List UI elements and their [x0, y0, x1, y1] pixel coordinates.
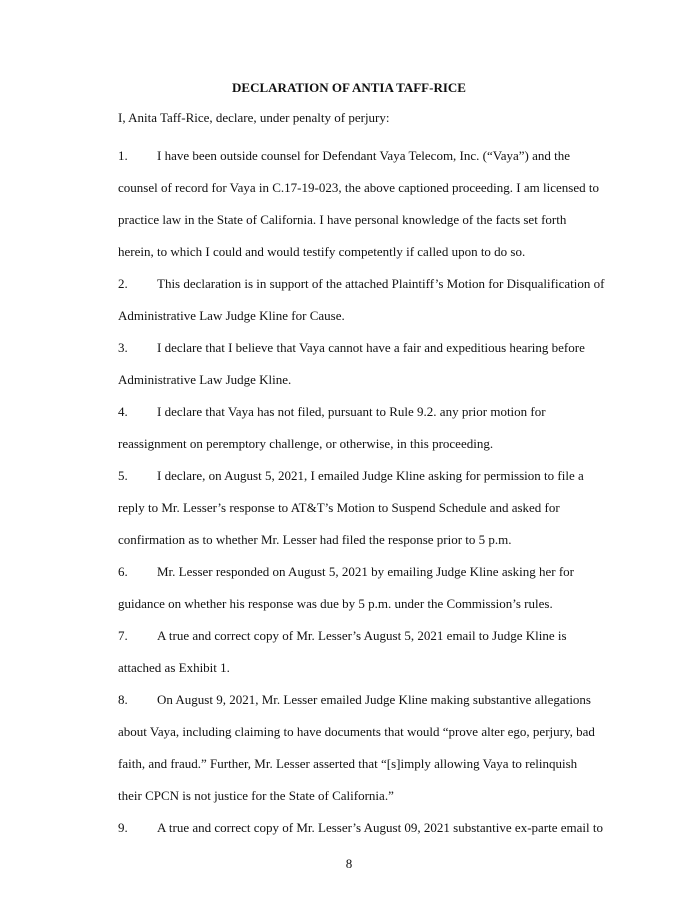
paragraph-line: practice law in the State of California. I have personal knowledge of the facts set forth [118, 212, 567, 227]
paragraph-line: I declare that I believe that Vaya cannot have a fair and expeditious hearing before [157, 340, 585, 355]
paragraph-line: herein, to which I could and would testify competently if called upon to do so. [118, 244, 526, 259]
paragraph-line: guidance on whether his response was due by 5 p.m. under the Commission’s rules. [118, 596, 553, 611]
page-number: 8 [345, 856, 353, 871]
paragraph-line: Administrative Law Judge Kline for Cause. [118, 308, 345, 323]
document-title: DECLARATION OF ANTIA TAFF-RICE [232, 80, 466, 95]
paragraph-line: confirmation as to whether Mr. Lesser had filed the response prior to 5 p.m. [118, 532, 512, 547]
paragraph-number: 3. [118, 340, 128, 355]
paragraph-line: I have been outside counsel for Defendant Vaya Telecom, Inc. (“Vaya”) and the [157, 148, 570, 163]
paragraph-number: 4. [118, 404, 128, 419]
paragraph-line: about Vaya, including claiming to have documents that would “prove alter ego, perjury, bad [118, 724, 595, 739]
paragraph-line: On August 9, 2021, Mr. Lesser emailed Judge Kline making substantive allegations [157, 692, 591, 707]
paragraph-line: This declaration is in support of the attached Plaintiff’s Motion for Disqualification of [157, 276, 605, 291]
paragraph-line: attached as Exhibit 1. [118, 660, 230, 675]
declaration-intro: I, Anita Taff-Rice, declare, under penalty of perjury: [118, 110, 390, 125]
paragraph-line: counsel of record for Vaya in C.17-19-023, the above captioned proceeding. I am licensed to [118, 180, 599, 195]
paragraph-line: their CPCN is not justice for the State of California.” [118, 788, 394, 803]
paragraph-number: 9. [118, 820, 128, 835]
paragraph-number: 8. [118, 692, 128, 707]
paragraph-line: A true and correct copy of Mr. Lesser’s August 5, 2021 email to Judge Kline is [157, 628, 567, 643]
paragraph-number: 5. [118, 468, 128, 483]
paragraph-line: reply to Mr. Lesser’s response to AT&T’s Motion to Suspend Schedule and asked for [118, 500, 560, 515]
paragraph-line: I declare, on August 5, 2021, I emailed Judge Kline asking for permission to file a [157, 468, 584, 483]
paragraph-number: 6. [118, 564, 128, 579]
paragraph-number: 2. [118, 276, 128, 291]
paragraph-number: 1. [118, 148, 128, 163]
paragraph-line: Administrative Law Judge Kline. [118, 372, 292, 387]
paragraph-number: 7. [118, 628, 128, 643]
paragraph-line: A true and correct copy of Mr. Lesser’s August 09, 2021 substantive ex-parte email to [157, 820, 603, 835]
paragraph-line: reassignment on peremptory challenge, or otherwise, in this proceeding. [118, 436, 494, 451]
paragraph-line: Mr. Lesser responded on August 5, 2021 by emailing Judge Kline asking her for [157, 564, 575, 579]
paragraph-line: faith, and fraud.” Further, Mr. Lesser asserted that “[s]imply allowing Vaya to relinquish [118, 756, 578, 771]
paragraph-line: I declare that Vaya has not filed, pursuant to Rule 9.2. any prior motion for [157, 404, 546, 419]
